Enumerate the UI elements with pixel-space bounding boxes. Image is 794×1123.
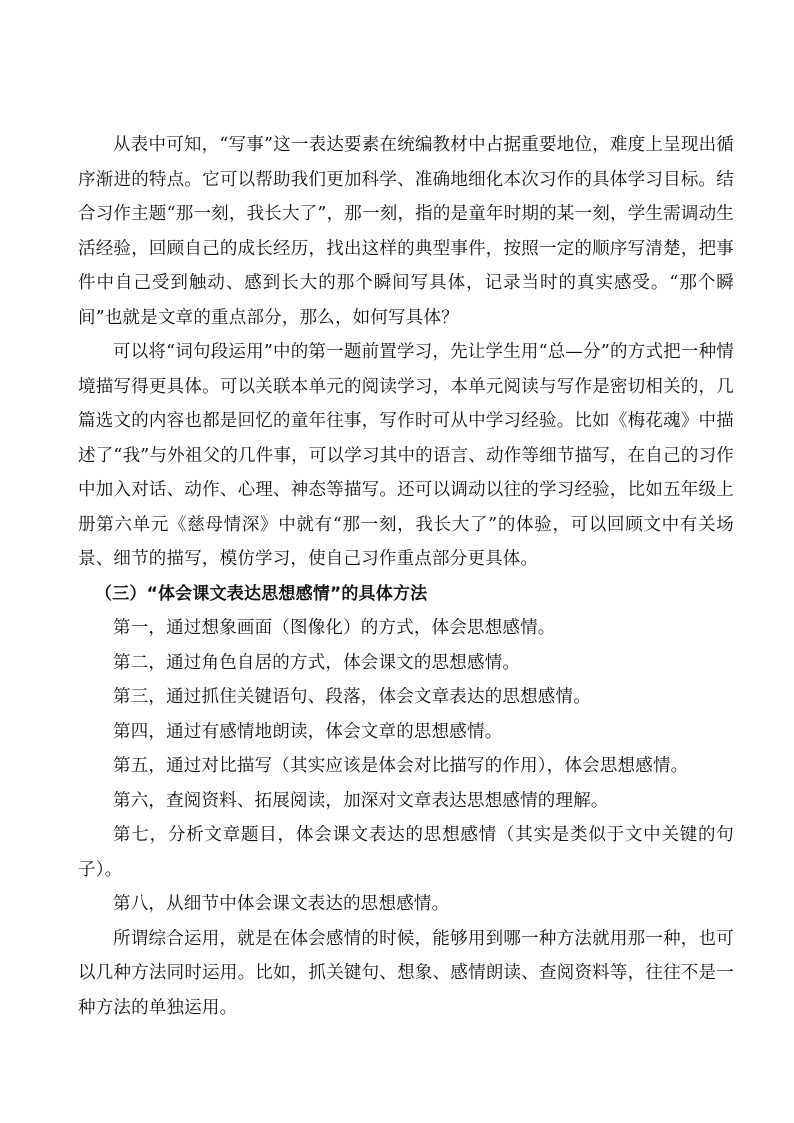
method-item-6: 第六，查阅资料、拓展阅读，加深对文章表达思想感情的理解。 xyxy=(113,790,609,811)
method-item-8: 第八，从细节中体会课文表达的思想感情。 xyxy=(113,894,450,914)
method-item-7: 第七，分析文章题目，体会课文表达的思想感情（其实是类似于文中关键的句子）。 xyxy=(78,825,734,880)
method-item-5: 第五，通过对比描写（其实应该是体会对比描写的作用），体会思想感情。 xyxy=(113,756,689,776)
body-paragraph-writing-elements: 从表中可知，“写事”这一表达要素在统编教材中占据重要地位，难度上呈现出循序渐进的特点。它可以帮助我们更加科学、准确地细化本次习作的具体学习目标。结合习作主题“那一刻，我长大了”，那一刻，指的是童年时期的某一刻，学生需调动生活经验，回顾自己的成长经历，找出这样的典型事件，按照一定的顺序写清楚，把事件中自己受到触动、感到长大的那个瞬间写具体，记录当时的真实感受。“那个瞬间”也就是文章的重点部分，那么，如何写具体？ xyxy=(78,135,734,328)
document-body xyxy=(78,128,734,1025)
method-item-4: 第四，通过有感情地朗读，体会文章的思想感情。 xyxy=(113,721,503,742)
method-item-3: 第三，通过抓住关键语句、段落，体会文章表达的思想感情。 xyxy=(113,687,591,707)
method-item-2: 第二，通过角色自居的方式，体会课文的思想感情。 xyxy=(113,652,521,673)
section-heading-methods: （三）“体会课文表达思想感情”的具体方法 xyxy=(95,583,428,604)
body-paragraph-reading-transfer: 可以将“词句段运用”中的第一题前置学习，先让学生用“总—分”的方式把一种情境描写得更具体。可以关联本单元的阅读学习，本单元阅读与写作是密切相关的，几篇选文的内容也都是回忆的童年往事，写作时可从中学习经验。比如《梅花魂》中描述了“我”与外祖父的几件事，可以学习其中的语言、动作等细节描写，在自己的习作中加入对话、动作、心理、神态等描写。还可以调动以往的学习经验，比如五年级上册第六单元《慈母情深》中就有“那一刻，我长大了”的体验，可以回顾文中有关场景、细节的描写，模仿学习，使自己习作重点部分更具体。 xyxy=(78,342,734,569)
methods-list xyxy=(78,611,734,922)
body-paragraph-comprehensive-use: 所谓综合运用，就是在体会感情的时候，能够用到哪一种方法就用那一种，也可以几种方法同时运用。比如，抓关键句、想象、感情朗读、查阅资料等，往往不是一种方法的单独运用。 xyxy=(78,928,734,1018)
method-item-1: 第一，通过想象画面（图像化）的方式，体会思想感情。 xyxy=(113,618,556,638)
